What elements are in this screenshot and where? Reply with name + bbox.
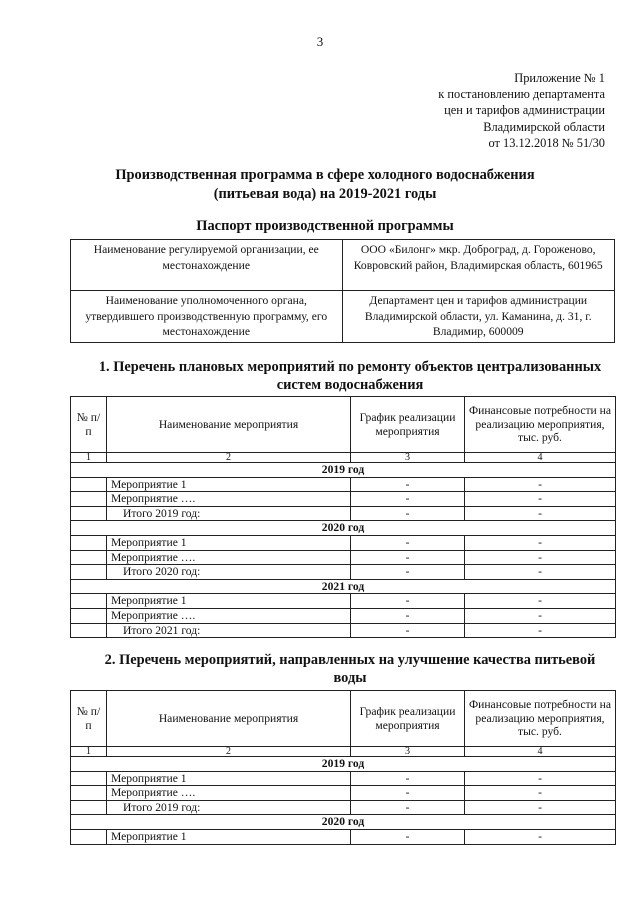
event-finance: - (465, 594, 616, 609)
section2-heading (90, 651, 610, 687)
event-schedule: - (351, 535, 465, 550)
total-row (71, 565, 616, 580)
index-cell: 1 (71, 747, 107, 757)
index-cell: 4 (465, 453, 616, 463)
event-schedule: - (351, 492, 465, 507)
index-cell: 3 (351, 747, 465, 757)
passport-table (70, 239, 615, 343)
section1-heading (90, 358, 610, 394)
index-row (71, 747, 616, 757)
page-number: 3 (316, 34, 324, 49)
document-title (60, 166, 590, 204)
table-row (71, 829, 616, 844)
year-label: 2019 год (71, 463, 616, 478)
index-cell: 2 (107, 747, 351, 757)
year-label: 2021 год (71, 579, 616, 594)
event-schedule: - (351, 477, 465, 492)
table-row (71, 550, 616, 565)
table-header-row (71, 691, 616, 747)
table-row (71, 477, 616, 492)
event-schedule: - (351, 608, 465, 623)
table-header-row (71, 397, 616, 453)
section2-table (70, 690, 616, 845)
event-finance: - (465, 477, 616, 492)
event-name: Мероприятие …. (107, 608, 351, 623)
event-finance: - (465, 550, 616, 565)
table-row (71, 786, 616, 801)
event-name: Мероприятие …. (107, 550, 351, 565)
col-finance-header: Финансовые потребности на реализацию мероприятия, тыс. руб. (465, 691, 616, 747)
passport-row (71, 291, 615, 343)
section2-title: Перечень мероприятий, направленных на улучшение качества питьевой воды (119, 652, 596, 686)
appendix-block (380, 70, 605, 151)
event-finance: - (465, 492, 616, 507)
passport-label: Наименование уполномоченного органа, утвердившего производственную программу, его местонахождение (71, 291, 343, 343)
year-row (71, 463, 616, 478)
appendix-line: от 13.12.2018 № 51/30 (488, 135, 605, 150)
event-schedule: - (351, 550, 465, 565)
index-cell: 1 (71, 453, 107, 463)
total-label: Итого 2021 год: (107, 623, 351, 638)
appendix-line: Приложение № 1 (514, 71, 605, 85)
col-schedule-header: График реализации мероприятия (351, 691, 465, 747)
event-schedule: - (351, 594, 465, 609)
index-cell: 3 (351, 453, 465, 463)
event-finance: - (465, 771, 616, 786)
event-finance: - (465, 829, 616, 844)
year-label: 2019 год (71, 757, 616, 772)
passport-value: ООО «Билонг» мкр. Доброград, д. Гороженово, Ковровский район, Владимирская область, 601965 (342, 240, 614, 291)
col-name-header: Наименование мероприятия (107, 397, 351, 453)
col-name-header: Наименование мероприятия (107, 691, 351, 747)
passport-heading: Паспорт производственной программы (196, 218, 454, 234)
appendix-line: цен и тарифов администрации (444, 103, 605, 118)
col-finance-header: Финансовые потребности на реализацию мероприятия, тыс. руб. (465, 397, 616, 453)
appendix-line: Владимирской области (483, 119, 605, 134)
index-cell: 4 (465, 747, 616, 757)
section1-title: Перечень плановых мероприятий по ремонту объектов централизованных систем водоснабжения (113, 359, 602, 393)
table-row (71, 594, 616, 609)
table-row (71, 771, 616, 786)
total-row (71, 623, 616, 638)
event-name: Мероприятие 1 (107, 535, 351, 550)
year-label: 2020 год (71, 521, 616, 536)
event-finance: - (465, 535, 616, 550)
event-schedule: - (351, 771, 465, 786)
event-name: Мероприятие …. (107, 786, 351, 801)
passport-row (71, 240, 615, 291)
total-finance: - (465, 623, 616, 638)
event-name: Мероприятие 1 (107, 771, 351, 786)
total-schedule: - (351, 800, 465, 815)
index-row (71, 453, 616, 463)
total-row (71, 506, 616, 521)
year-row (71, 521, 616, 536)
total-schedule: - (351, 623, 465, 638)
passport-label: Наименование регулируемой организации, ее местонахождение (71, 240, 343, 291)
total-label: Итого 2019 год: (107, 800, 351, 815)
total-row (71, 800, 616, 815)
table-row (71, 492, 616, 507)
total-label: Итого 2019 год: (107, 506, 351, 521)
section1-table (70, 396, 616, 638)
table-row (71, 535, 616, 550)
event-name: Мероприятие …. (107, 492, 351, 507)
passport-value: Департамент цен и тарифов администрации Владимирской области, ул. Каманина, д. 31, г. Владимир, 600009 (342, 291, 614, 343)
total-schedule: - (351, 565, 465, 580)
table-row (71, 608, 616, 623)
total-finance: - (465, 506, 616, 521)
col-num-header: № п/п (71, 397, 107, 453)
appendix-line: к постановлению департамента (438, 87, 605, 102)
year-row (71, 757, 616, 772)
event-schedule: - (351, 829, 465, 844)
event-finance: - (465, 786, 616, 801)
total-label: Итого 2020 год: (107, 565, 351, 580)
section2-number: 2. (104, 652, 116, 668)
document-title-line2: (питьевая вода) на 2019-2021 годы (213, 186, 437, 202)
col-num-header: № п/п (71, 691, 107, 747)
event-name: Мероприятие 1 (107, 594, 351, 609)
year-label: 2020 год (71, 815, 616, 830)
col-schedule-header: График реализации мероприятия (351, 397, 465, 453)
event-finance: - (465, 608, 616, 623)
index-cell: 2 (107, 453, 351, 463)
section1-number: 1. (98, 359, 110, 375)
event-schedule: - (351, 786, 465, 801)
document-title-line1: Производственная программа в сфере холодного водоснабжения (115, 167, 535, 183)
total-finance: - (465, 800, 616, 815)
total-finance: - (465, 565, 616, 580)
event-name: Мероприятие 1 (107, 477, 351, 492)
year-row (71, 579, 616, 594)
total-schedule: - (351, 506, 465, 521)
year-row (71, 815, 616, 830)
event-name: Мероприятие 1 (107, 829, 351, 844)
